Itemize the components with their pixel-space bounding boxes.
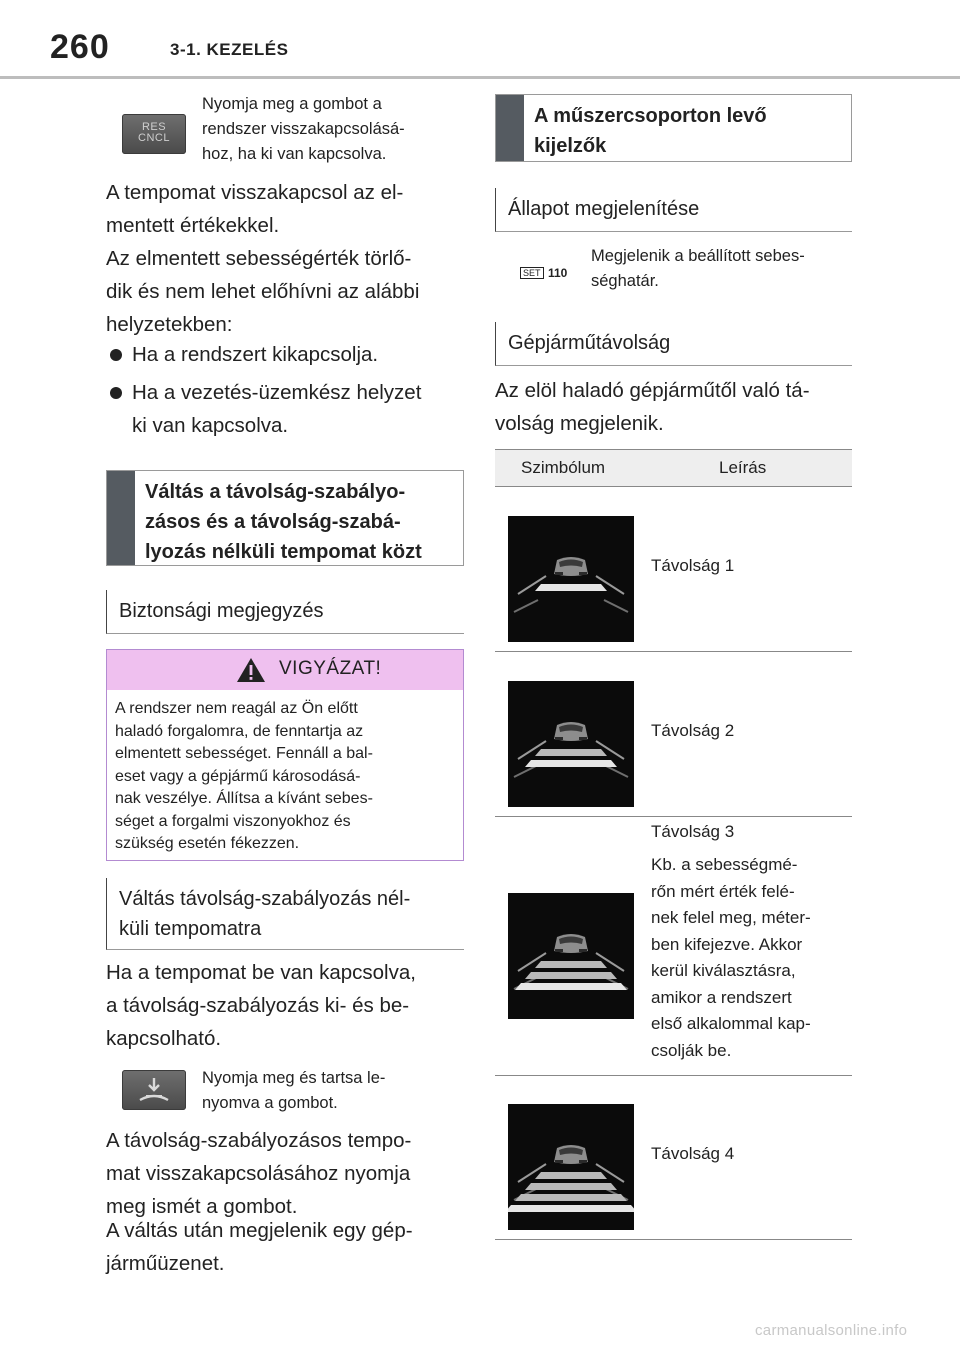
car-icon (554, 1145, 588, 1164)
paragraph-reactivate-distance: A távolság-szabályozásos tempo- mat visszakapcsolásához nyomja meg ismét a gombot. (106, 1129, 412, 1218)
section-switch-cruise (106, 470, 464, 566)
section-title: A műszercsoporton levő kijelzők (534, 105, 767, 157)
distance-bar (515, 983, 627, 990)
row-divider (495, 1075, 852, 1076)
bullet-dot-icon (110, 349, 122, 361)
distance-bar (535, 749, 607, 756)
page-number: 260 (50, 28, 110, 66)
paragraph-distance-intro: Az elöl haladó gépjárműtől való tá- volság megjelenik. (495, 379, 810, 435)
set-speed-description: Megjelenik a beállított sebes- séghatár. (591, 247, 805, 290)
chapter-title: 3-1. KEZELÉS (170, 40, 289, 59)
section-instrument-cluster (495, 94, 852, 162)
distance-2-label: Távolság 2 (651, 721, 735, 740)
distance-bar (535, 961, 607, 968)
distance-button-icon (122, 1070, 186, 1110)
distance-bar (525, 1183, 617, 1190)
status-heading: Állapot megjelenítése (495, 188, 852, 232)
distance-bar (525, 760, 617, 767)
vehicle-distance-heading: Gépjárműtávolság (495, 322, 852, 366)
warning-title: VIGYÁZAT! (279, 658, 382, 679)
warning-box (106, 649, 464, 861)
paragraph-reactivate: A tempomat visszakapcsol az el- mentett értékekkel. (106, 181, 404, 237)
bullet-item: Ha a rendszert kikapcsolja. (110, 338, 460, 371)
distance-3-label: Távolság 3 (651, 822, 735, 841)
distance-1-label: Távolság 1 (651, 556, 735, 575)
section-bar (107, 471, 135, 565)
res-label: RES (141, 121, 167, 133)
section-title: Váltás a távolság-szabályo- zásos és a távolság-szabá- lyozás nélküli tempomat közt (145, 481, 422, 563)
car-icon (554, 934, 588, 953)
set-value: 110 (548, 266, 568, 280)
distance-bar (535, 1172, 607, 1179)
res-cncl-button-icon (122, 114, 186, 154)
distance-4-symbol (508, 1104, 634, 1230)
row-divider (495, 1239, 852, 1240)
distance-3-symbol (508, 893, 634, 1019)
table-header (495, 449, 852, 487)
car-icon (554, 557, 588, 576)
bullet-dot-icon (110, 387, 122, 399)
row-divider (495, 651, 852, 652)
bullet-item: Ha a vezetés-üzemkész helyzet ki van kapcsolva. (110, 376, 460, 442)
row-divider (495, 816, 852, 817)
car-icon (554, 722, 588, 741)
road-edge-icon (514, 600, 628, 612)
warning-triangle-icon (235, 656, 267, 684)
distance-bar (508, 1205, 634, 1212)
distance-4-label: Távolság 4 (651, 1144, 735, 1163)
distance-1-symbol (508, 516, 634, 642)
set-label: SET (520, 267, 544, 279)
set-speed-icon (520, 266, 572, 282)
cncl-label: CNCL (138, 132, 170, 144)
distance-bar (525, 972, 617, 979)
section-bar (496, 95, 524, 161)
paragraph-message: A váltás után megjelenik egy gép- járműüzenet. (106, 1219, 413, 1275)
res-button-description: Nyomja meg a gombot a rendszer visszakapcsolásá- hoz, ha ki van kapcsolva. (202, 95, 405, 163)
header-description: Leírás (719, 458, 767, 477)
distance-3-note: Kb. a sebességmé- rőn mért érték felé- nek felel meg, méter- ben kifejezve. Akkor kerül kiválasztásra, amikor a rendszert első alkalommal kap- csolják be. (651, 855, 811, 1060)
distance-bar (515, 1194, 627, 1201)
distance-2-symbol (508, 681, 634, 807)
paragraph-cruise-on: Ha a tempomat be van kapcsolva, a távolság-szabályozás ki- és be- kapcsolható. (106, 961, 416, 1050)
watermark: carmanualsonline.info (755, 1322, 908, 1339)
distance-bar (535, 584, 607, 591)
warning-header (107, 650, 463, 690)
header-symbol: Szimbólum (521, 458, 606, 477)
distance-car-icon (122, 1070, 186, 1110)
paragraph-deleted-speed: Az elmentett sebességérték törlő- dik és nem lehet előhívni az alábbi helyzetekben: (106, 247, 420, 336)
distance-button-description: Nyomja meg és tartsa le- nyomva a gombot. (202, 1069, 386, 1112)
safety-note-heading: Biztonsági megjegyzés (106, 590, 464, 634)
switch-heading: Váltás távolság-szabályozás nél- küli tempomatra (106, 878, 464, 950)
header-divider (0, 76, 960, 79)
warning-text: A rendszer nem reagál az Ön előtt haladó forgalomra, de fenntartja az elmentett sebességet. Fennáll a bal- eset vagy a gépjármű károsodásá- nak veszélye. Állítsa a kívánt sebes- séget a forgalmi viszonyokhoz és szükség esetén fékezzen. (115, 700, 373, 852)
